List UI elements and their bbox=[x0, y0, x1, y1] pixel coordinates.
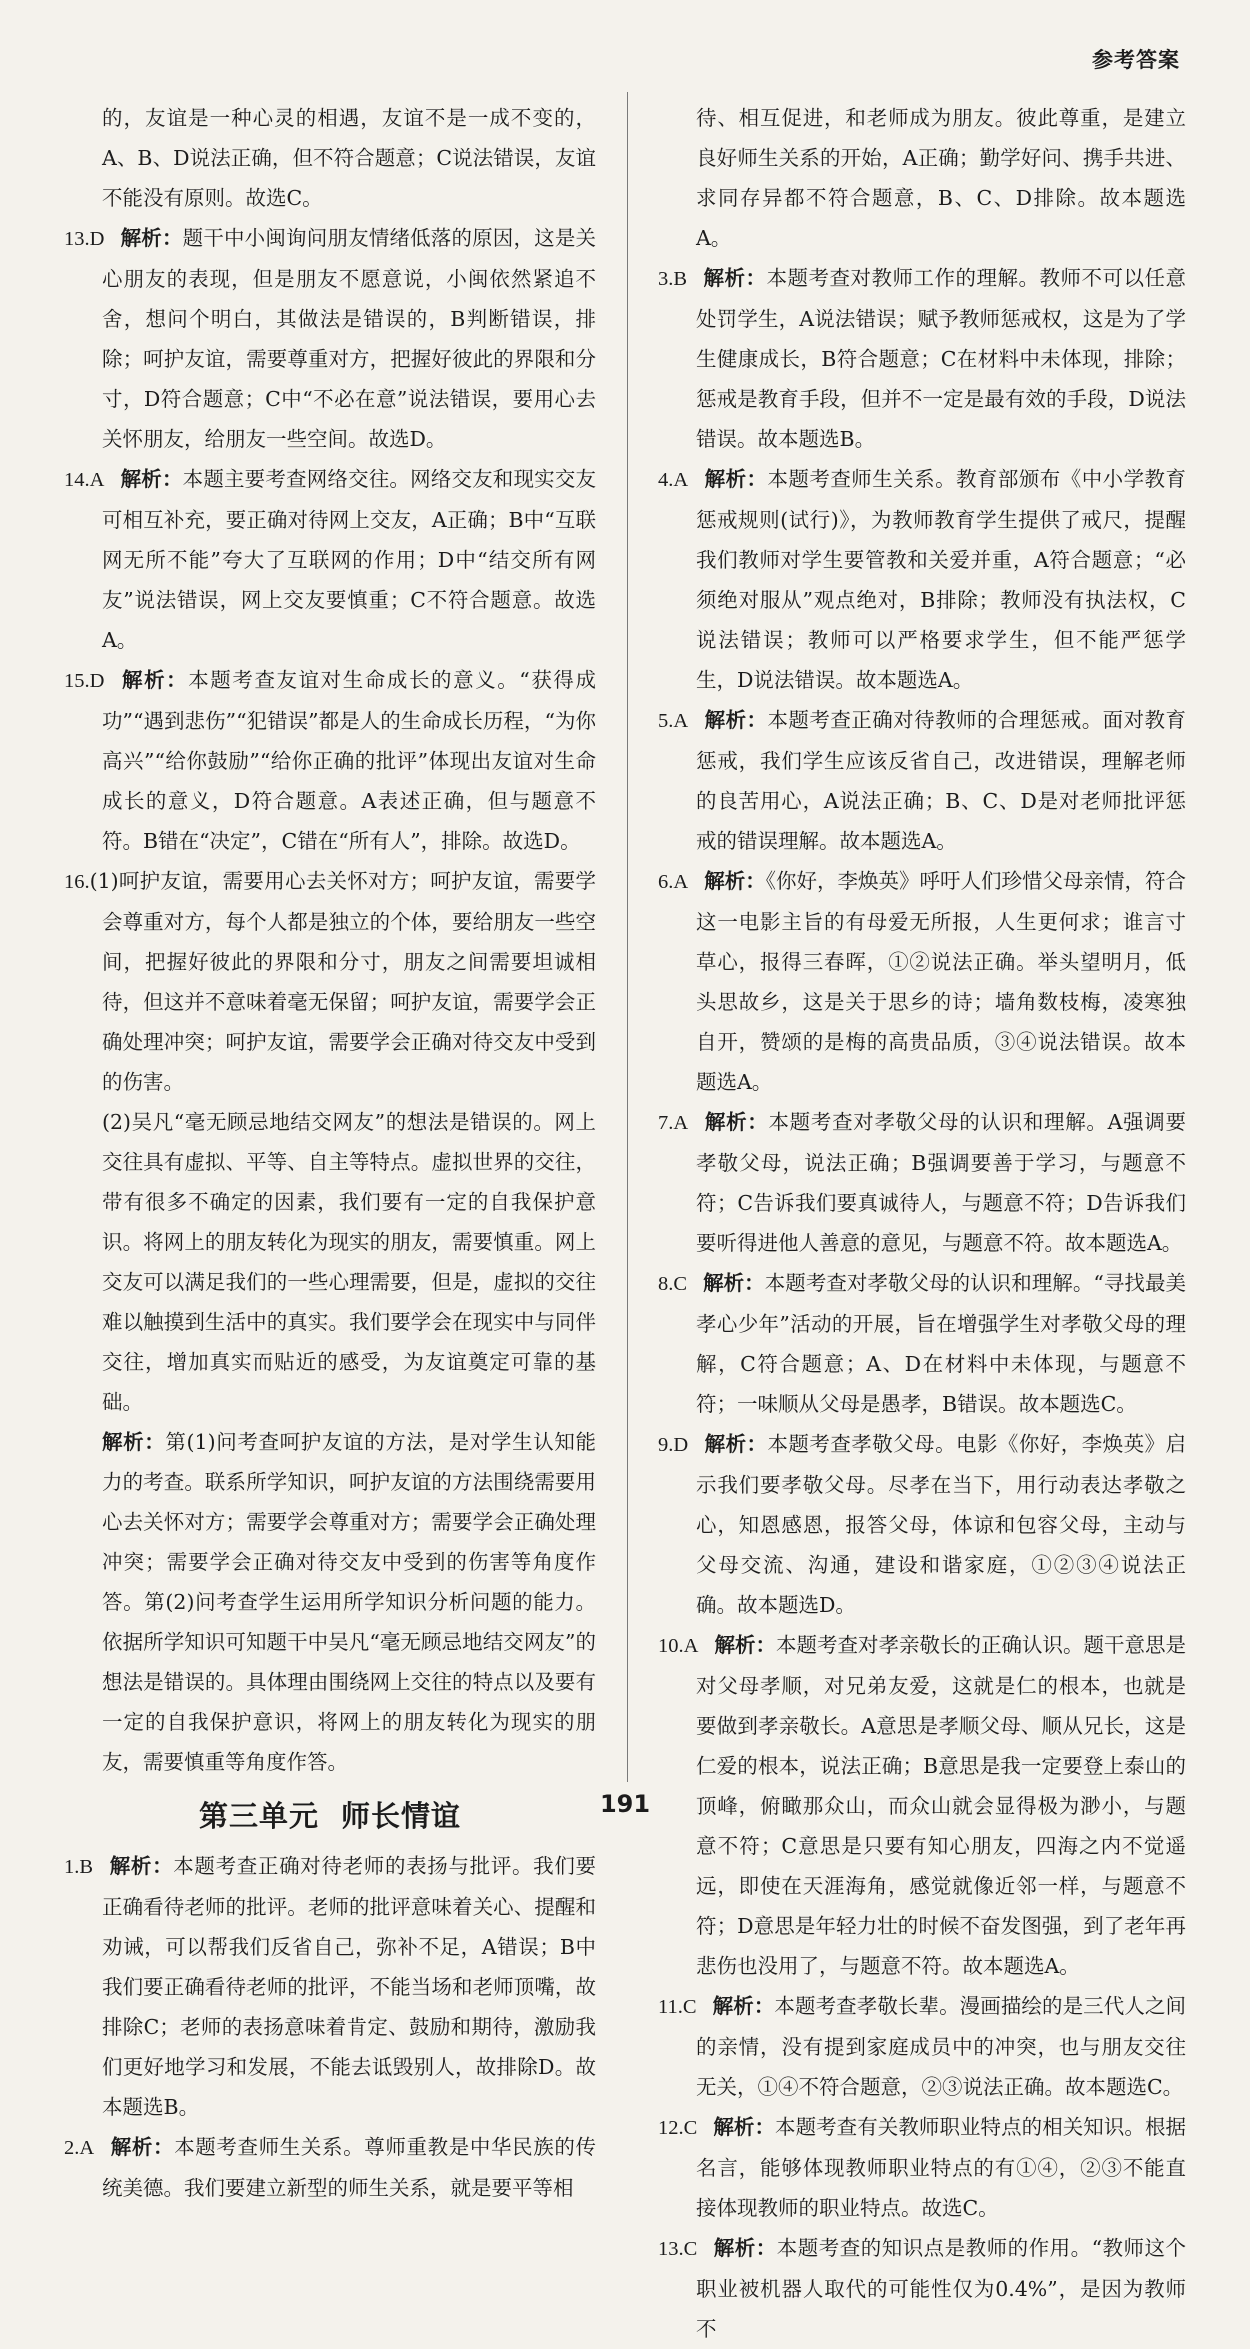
answer-paragraph bbox=[64, 2127, 596, 2208]
answer-paragraph bbox=[658, 1424, 1186, 1625]
left-question-list-after bbox=[64, 1846, 596, 2208]
left-question-list bbox=[64, 98, 596, 1782]
question-number: 7. bbox=[658, 1112, 674, 1134]
answer-text: 本题考查孝敬长辈。漫画描绘的是三代人之间的亲情，没有提到家庭成员中的冲突，也与朋友交往无关，①④不符合题意，②③说法正确。故本题选C。 bbox=[696, 1994, 1187, 2099]
answer-text: 本题考查正确对待教师的合理惩戒。面对教育惩戒，我们学生应该反省自己，改进错误，理解老师的良苦用心，A说法正确；B、C、D是对老师批评惩戒的错误理解。故本题选A。 bbox=[696, 708, 1187, 853]
question-number: 16. bbox=[64, 871, 90, 893]
question-number: 6. bbox=[658, 871, 674, 893]
analysis-label: 解析： bbox=[704, 869, 766, 893]
answer-letter: B bbox=[673, 268, 688, 290]
answer-paragraph bbox=[658, 861, 1186, 1102]
analysis-label: 解析： bbox=[120, 226, 183, 250]
analysis-label: 解析： bbox=[703, 266, 767, 290]
question-number: 11. bbox=[658, 1996, 683, 2018]
answer-text: 本题考查师生关系。尊师重教是中华民族的传统美德。我们要建立新型的师生关系，就是要平等相 bbox=[102, 2135, 597, 2200]
answer-letter: D bbox=[89, 670, 105, 692]
answer-letter: A bbox=[79, 2137, 95, 2159]
question-number: 9. bbox=[658, 1434, 674, 1456]
analysis-label: 解析： bbox=[704, 1432, 768, 1456]
question-number: 2. bbox=[64, 2137, 80, 2159]
answer-paragraph bbox=[64, 1102, 596, 1422]
analysis-label: 解析： bbox=[714, 1633, 776, 1657]
analysis-label: 解析： bbox=[704, 708, 768, 732]
analysis-label: 解析： bbox=[703, 1271, 765, 1295]
analysis-label: 解析： bbox=[109, 1854, 174, 1878]
answer-text: 本题考查师生关系。教育部颁布《中小学教育惩戒规则(试行)》，为教师教育学生提供了戒尺，提醒我们教师对学生要管教和关爱并重，A符合题意；“必须绝对服从”观点绝对，B排除；教师没有执法权，C说法错误；教师可以严格要求学生，但不能严惩学生，D说法错误。故本题选A。 bbox=[696, 467, 1187, 692]
question-number: 3. bbox=[658, 268, 674, 290]
answer-letter: D bbox=[673, 1434, 689, 1456]
answer-text: 本题主要考查网络交往。网络交友和现实交友可相互补充，要正确对待网上交友，A正确；B中“互联网无所不能”夸大了互联网的作用；D中“结交所有网友”说法错误，网上交友要慎重；C不符合题意。故选A。 bbox=[102, 467, 597, 652]
answer-letter: B bbox=[79, 1856, 94, 1878]
answer-letter: C bbox=[673, 1273, 688, 1295]
answer-letter: C bbox=[683, 2117, 698, 2139]
question-number: 15. bbox=[64, 670, 90, 692]
answer-letter: A bbox=[673, 710, 689, 732]
answer-text: 第(1)问考查呵护友谊的方法，是对学生认知能力的考查。联系所学知识，呵护友谊的方法围绕需要用心去关怀对方；需要学会尊重对方；需要学会正确处理冲突；需要学会正确对待交友中受到的伤害等角度作答。第(2)问考查学生运用所学知识分析问题的能力。依据所学知识可知题干中吴凡“毫无顾忌地结交网友”的想法是错误的。具体理由围绕网上交往的特点以及要有一定的自我保护意识，将网上的朋友转化为现实的朋友，需要慎重等角度作答。 bbox=[102, 1430, 596, 1774]
page-header-title: 参考答案 bbox=[1092, 48, 1180, 72]
answer-text: 本题考查对孝敬父母的认识和理解。A强调要孝敬父母，说法正确；B强调要善于学习，与题意不符；C告诉我们要真诚待人，与题意不符；D告诉我们要听得进他人善意的意见，与题意不符。故本题选A。 bbox=[696, 1110, 1187, 1255]
question-number: 1. bbox=[64, 1856, 80, 1878]
answer-paragraph bbox=[64, 660, 596, 861]
answer-text: (1)呵护友谊，需要用心去关怀对方；呵护友谊，需要学会尊重对方，每个人都是独立的个体，要给朋友一些空间，把握好彼此的界限和分寸，朋友之间需要坦诚相待，但这并不意味着毫无保留；呵护友谊，需要学会正确处理冲突；呵护友谊，需要学会正确对待交友中受到的伤害。 bbox=[89, 869, 596, 1094]
analysis-label: 解析： bbox=[120, 467, 183, 491]
answer-paragraph bbox=[64, 861, 596, 1102]
question-number: 14. bbox=[64, 469, 90, 491]
answer-paragraph bbox=[658, 98, 1186, 258]
answer-text: 本题考查的知识点是教师的作用。“教师这个职业被机器人取代的可能性仅为0.4%”，是因为教师不 bbox=[696, 2236, 1186, 2341]
right-question-list bbox=[658, 98, 1186, 2349]
analysis-label: 解析： bbox=[110, 2135, 175, 2159]
analysis-label: 解析： bbox=[712, 1994, 775, 2018]
answer-paragraph bbox=[658, 1102, 1186, 1263]
answer-text: 《你好，李焕英》呼吁人们珍惜父母亲情，符合这一电影主旨的有母爱无所报，人生更何求；谁言寸草心，报得三春晖，①②说法正确。举头望明月，低头思故乡，这是关于思乡的诗；墙角数枝梅，凌寒独自开，赞颂的是梅的高贵品质，③④说法错误。故本题选A。 bbox=[696, 869, 1187, 1094]
question-number: 10. bbox=[658, 1635, 684, 1657]
analysis-label: 解析： bbox=[704, 467, 768, 491]
analysis-label: 解析： bbox=[704, 1110, 769, 1134]
answer-text: (2)吴凡“毫无顾忌地结交网友”的想法是错误的。网上交往具有虚拟、平等、自主等特点。虚拟世界的交往，带有很多不确定的因素，我们要有一定的自我保护意识。将网上的朋友转化为现实的朋友，需要慎重。网上交友可以满足我们的一些心理需要，但是，虚拟的交往难以触摸到生活中的真实。我们要学会在现实中与同伴交往，增加真实而贴近的感受，为友谊奠定可靠的基础。 bbox=[102, 1110, 596, 1414]
answer-paragraph bbox=[64, 98, 596, 218]
question-number: 4. bbox=[658, 469, 674, 491]
question-number: 13. bbox=[658, 2238, 684, 2260]
answer-text: 题干中小闽询问朋友情绪低落的原因，这是关心朋友的表现，但是朋友不愿意说，小闽依然紧追不舍，想问个明白，其做法是错误的，B判断错误，排除；呵护友谊，需要尊重对方，把握好彼此的界限和分寸，D符合题意；C中“不必在意”说法错误，要用心去关怀朋友，给朋友一些空间。故选D。 bbox=[102, 226, 597, 451]
answer-letter: A bbox=[683, 1635, 699, 1657]
analysis-label: 解析： bbox=[120, 668, 189, 692]
section-unit: 第三单元 bbox=[198, 1799, 319, 1833]
answer-paragraph bbox=[658, 2107, 1186, 2228]
answer-letter: C bbox=[682, 1996, 697, 2018]
answer-text: 本题考查对孝敬父母的认识和理解。“寻找最美孝心少年”活动的开展，旨在增强学生对孝敬父母的理解，C符合题意；A、D在材料中未体现，与题意不符；一味顺从父母是愚孝，B错误。故本题选C。 bbox=[696, 1271, 1187, 1416]
answer-letter: A bbox=[673, 1112, 689, 1134]
analysis-label: 解析： bbox=[713, 2115, 776, 2139]
answer-paragraph bbox=[64, 1422, 596, 1782]
answer-paragraph bbox=[64, 459, 596, 660]
answer-paragraph bbox=[658, 1263, 1186, 1424]
analysis-label: 解析： bbox=[713, 2236, 777, 2260]
answer-text: 待、相互促进，和老师成为朋友。彼此尊重，是建立良好师生关系的开始，A正确；勤学好问、携手共进、求同存异都不符合题意，B、C、D排除。故本题选A。 bbox=[696, 106, 1186, 250]
question-number: 13. bbox=[64, 228, 90, 250]
answer-letter: A bbox=[673, 469, 689, 491]
answer-text: 本题考查对教师工作的理解。教师不可以任意处罚学生，A说法错误；赋予教师惩戒权，这是为了学生健康成长，B符合题意；C在材料中未体现，排除；惩戒是教育手段，但并不一定是最有效的手段，D说法错误。故本题选B。 bbox=[696, 266, 1187, 451]
answer-letter: D bbox=[89, 228, 105, 250]
answer-paragraph bbox=[64, 218, 596, 459]
answer-paragraph bbox=[658, 2228, 1186, 2349]
answer-letter: A bbox=[673, 871, 689, 893]
left-column bbox=[64, 98, 596, 2208]
answer-text: 本题考查孝敬父母。电影《你好，李焕英》启示我们要孝敬父母。尽孝在当下，用行动表达孝敬之心，知恩感恩，报答父母，体谅和包容父母，主动与父母交流、沟通，建设和谐家庭，①②③④说法正确。故本题选D。 bbox=[696, 1432, 1187, 1617]
answer-letter: A bbox=[89, 469, 105, 491]
column-divider bbox=[627, 92, 628, 1782]
answer-text: 本题考查正确对待老师的表扬与批评。我们要正确看待老师的批评。老师的批评意味着关心、提醒和劝诫，可以帮我们反省自己，弥补不足，A错误；B中我们要正确看待老师的批评，不能当场和老师顶嘴，故排除C；老师的表扬意味着肯定、鼓励和期待，激励我们更好地学习和发展，不能去诋毁别人，故排除D。故本题选B。 bbox=[102, 1854, 597, 2119]
answer-text: 的，友谊是一种心灵的相遇，友谊不是一成不变的，A、B、D说法正确，但不符合题意；C说法错误，友谊不能没有原则。故选C。 bbox=[102, 106, 596, 210]
answer-paragraph bbox=[658, 459, 1186, 700]
page-number: 191 bbox=[599, 1790, 651, 1818]
answer-paragraph bbox=[64, 1846, 596, 2127]
answer-text: 本题考查友谊对生命成长的意义。“获得成功”“遇到悲伤”“犯错误”都是人的生命成长历程，“为你高兴”“给你鼓励”“给你正确的批评”体现出友谊对生命成长的意义，D符合题意。A表述正确，但与题意不符。B错在“决定”，C错在“所有人”，排除。故选D。 bbox=[102, 668, 597, 853]
answer-paragraph bbox=[658, 258, 1186, 459]
section-title-text: 师长情谊 bbox=[341, 1799, 462, 1833]
answer-letter: C bbox=[683, 2238, 698, 2260]
right-column bbox=[658, 98, 1186, 2349]
answer-text: 本题考查对孝亲敬长的正确认识。题干意思是对父母孝顺，对兄弟友爱，这就是仁的根本，也就是要做到孝亲敬长。A意思是孝顺父母、顺从兄长，这是仁爱的根本，说法正确；B意思是我一定要登上泰山的顶峰，俯瞰那众山，而众山就会显得极为渺小，与题意不符；C意思是只要有知心朋友，四海之内不觉遥远，即使在天涯海角，感觉就像近邻一样，与题意不符；D意思是年轻力壮的时候不奋发图强，到了老年再悲伤也没用了，与题意不符。故本题选A。 bbox=[696, 1633, 1187, 1978]
answer-text: 本题考查有关教师职业特点的相关知识。根据名言，能够体现教师职业特点的有①④，②③不能直接体现教师的职业特点。故选C。 bbox=[696, 2115, 1187, 2220]
answer-paragraph bbox=[658, 1986, 1186, 2107]
question-number: 5. bbox=[658, 710, 674, 732]
answer-paragraph bbox=[658, 700, 1186, 861]
question-number: 8. bbox=[658, 1273, 674, 1295]
question-number: 12. bbox=[658, 2117, 684, 2139]
analysis-label: 解析： bbox=[102, 1430, 166, 1454]
